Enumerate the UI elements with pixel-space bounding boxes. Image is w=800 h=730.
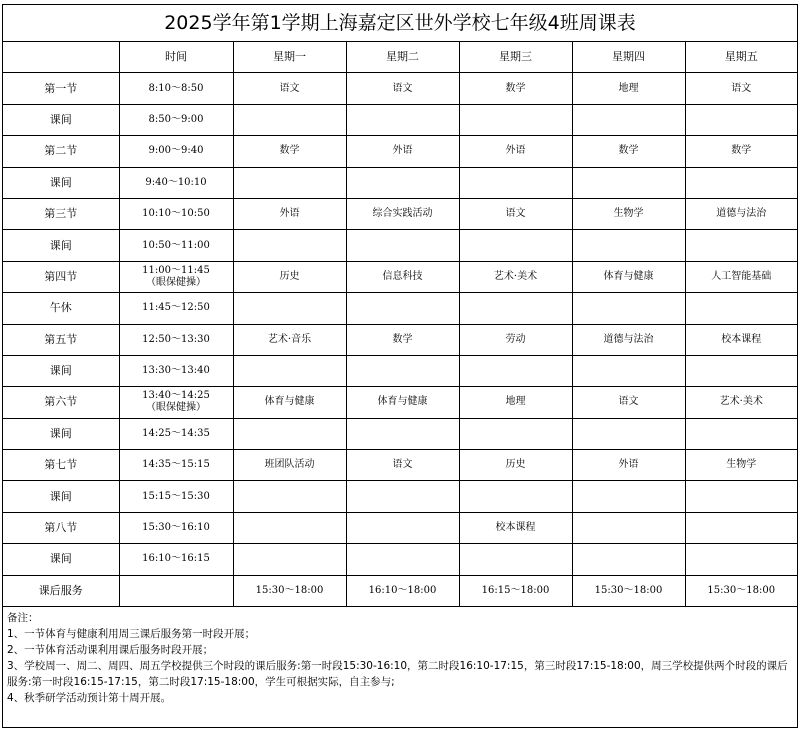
subject-cell: 劳动 [459,324,572,355]
subject-cell [572,104,685,135]
time-cell [119,293,233,324]
table-row [3,418,797,449]
subject-cell [346,355,459,386]
subject-cell: 语文 [459,198,572,229]
subject-cell [233,167,346,198]
subject-cell: 数学 [233,136,346,167]
time-note: （眼保健操） [146,402,206,414]
subject-cell [572,544,685,575]
subject-cell: 数学 [572,136,685,167]
time-range: 13:30～13:40 [142,365,210,377]
subject-cell: 数学 [346,324,459,355]
subject-cell: 道德与法治 [685,198,797,229]
time-range: 11:00～11:45 [142,264,210,276]
header-cell-tue: 星期二 [346,42,459,73]
time-cell [119,450,233,481]
subject-cell [233,230,346,261]
row-label: 课间 [3,230,119,261]
subject-cell [685,355,797,386]
time-cell [119,355,233,386]
time-range: 14:35～15:15 [142,459,210,471]
time-range: 11:45～12:50 [142,302,210,314]
subject-cell: 数学 [685,136,797,167]
subject-cell: 综合实践活动 [346,198,459,229]
page-title: 2025学年第1学期上海嘉定区世外学校七年级4班周课表 [3,5,797,42]
subject-cell: 地理 [572,73,685,104]
header-cell-wed: 星期三 [459,42,572,73]
subject-cell [572,355,685,386]
subject-cell: 语文 [346,73,459,104]
subject-cell: 体育与健康 [233,387,346,418]
timetable [3,42,797,607]
time-cell [119,387,233,418]
subject-cell [685,230,797,261]
subject-cell [346,512,459,543]
header-cell-fri: 星期五 [685,42,797,73]
table-row [3,450,797,481]
subject-cell: 艺术·美术 [685,387,797,418]
row-label: 第六节 [3,387,119,418]
time-cell [119,73,233,104]
row-label: 课间 [3,104,119,135]
time-cell [119,261,233,292]
subject-cell [346,167,459,198]
subject-cell: 外语 [233,198,346,229]
header-cell-blank [3,42,119,73]
subject-cell: 校本课程 [685,324,797,355]
subject-cell [685,167,797,198]
subject-cell: 校本课程 [459,512,572,543]
table-row [3,167,797,198]
note-3: 3、学校周一、周二、周四、周五学校提供三个时段的课后服务:第一时段15:30-16:10，第二时段16:10-17:15，第三时段17:15-18:00，周三学校提供两个时段的课后服务:第一时段16:15-17:15，第二时段17:15-18:00，学生可根据实际，自主参与; [7,660,788,689]
subject-cell [459,230,572,261]
row-label: 课间 [3,481,119,512]
subject-cell [346,418,459,449]
subject-cell [572,481,685,512]
header-cell-mon: 星期一 [233,42,346,73]
time-cell [119,418,233,449]
row-label: 午休 [3,293,119,324]
subject-cell: 外语 [346,136,459,167]
table-row [3,387,797,418]
time-cell [119,481,233,512]
subject-cell [572,167,685,198]
subject-cell: 语文 [685,73,797,104]
subject-cell [346,544,459,575]
subject-cell [346,293,459,324]
subject-cell [459,355,572,386]
header-cell-time: 时间 [119,42,233,73]
time-range: 8:10～8:50 [148,82,204,94]
subject-cell: 语文 [572,387,685,418]
time-range: 13:40～14:25 [142,390,210,402]
table-row [3,104,797,135]
subject-cell: 信息科技 [346,261,459,292]
time-cell [119,198,233,229]
table-row [3,575,797,606]
timetable-body [3,42,797,607]
table-row [3,293,797,324]
subject-cell: 生物学 [685,450,797,481]
subject-cell [685,293,797,324]
table-row [3,512,797,543]
subject-cell [459,104,572,135]
table-row [3,324,797,355]
subject-cell [572,512,685,543]
subject-cell: 16:10～18:00 [346,575,459,606]
subject-cell: 道德与法治 [572,324,685,355]
subject-cell [346,230,459,261]
timetable-sheet [2,4,798,728]
time-range: 10:50～11:00 [142,239,210,251]
subject-cell: 15:30～18:00 [233,575,346,606]
subject-cell [685,481,797,512]
subject-cell: 15:30～18:00 [685,575,797,606]
table-row [3,136,797,167]
note-4: 4、秋季研学活动预计第十周开展。 [7,692,172,705]
subject-cell [233,544,346,575]
subject-cell [459,544,572,575]
subject-cell: 历史 [459,450,572,481]
subject-cell: 班团队活动 [233,450,346,481]
subject-cell [459,167,572,198]
subject-cell [572,293,685,324]
time-cell [119,544,233,575]
time-range: 15:15～15:30 [142,490,210,502]
time-range: 15:30～16:10 [142,522,210,534]
subject-cell: 地理 [459,387,572,418]
row-label: 第七节 [3,450,119,481]
subject-cell: 外语 [572,450,685,481]
subject-cell: 语文 [346,450,459,481]
subject-cell: 数学 [459,73,572,104]
table-row [3,230,797,261]
subject-cell [233,293,346,324]
row-label: 第八节 [3,512,119,543]
row-label: 第五节 [3,324,119,355]
row-label: 课间 [3,544,119,575]
subject-cell [572,230,685,261]
row-label: 第四节 [3,261,119,292]
row-label: 课后服务 [3,575,119,606]
time-cell [119,104,233,135]
time-range: 8:50～9:00 [148,113,204,125]
subject-cell: 15:30～18:00 [572,575,685,606]
subject-cell [233,512,346,543]
header-cell-thu: 星期四 [572,42,685,73]
table-row [3,355,797,386]
time-range: 16:10～16:15 [142,553,210,565]
time-cell [119,230,233,261]
subject-cell [459,481,572,512]
time-range: 12:50～13:30 [142,333,210,345]
row-label: 课间 [3,355,119,386]
table-row [3,73,797,104]
subject-cell: 外语 [459,136,572,167]
table-row [3,261,797,292]
table-row [3,481,797,512]
time-range: 9:00～9:40 [148,145,204,157]
subject-cell: 人工智能基础 [685,261,797,292]
subject-cell [459,418,572,449]
time-cell [119,167,233,198]
time-range: 14:25～14:35 [142,427,210,439]
subject-cell: 艺术·美术 [459,261,572,292]
subject-cell: 生物学 [572,198,685,229]
subject-cell [685,544,797,575]
subject-cell: 艺术·音乐 [233,324,346,355]
subject-cell: 16:15～18:00 [459,575,572,606]
subject-cell [233,418,346,449]
subject-cell [685,418,797,449]
subject-cell [233,104,346,135]
subject-cell [233,481,346,512]
subject-cell [459,293,572,324]
time-cell [119,512,233,543]
time-cell [119,324,233,355]
time-range: 9:40～10:10 [145,176,207,188]
row-label: 第一节 [3,73,119,104]
subject-cell [346,104,459,135]
table-row [3,198,797,229]
row-label: 课间 [3,418,119,449]
row-label: 第二节 [3,136,119,167]
subject-cell [233,355,346,386]
time-cell [119,575,233,606]
time-note: （眼保健操） [146,276,206,288]
time-range: 10:10～10:50 [142,208,210,220]
subject-cell [572,418,685,449]
row-label: 第三节 [3,198,119,229]
table-row [3,544,797,575]
subject-cell [346,481,459,512]
note-2: 2、一节体育活动课利用课后服务时段开展； [7,644,214,657]
subject-cell [685,512,797,543]
subject-cell: 体育与健康 [572,261,685,292]
row-label: 课间 [3,167,119,198]
subject-cell: 语文 [233,73,346,104]
notes-heading: 备注： [7,612,39,625]
note-1: 1、一节体育与健康利用周三课后服务第一时段开展； [7,628,256,641]
time-cell [119,136,233,167]
notes-section [3,607,797,727]
subject-cell [685,104,797,135]
subject-cell: 体育与健康 [346,387,459,418]
header-row [3,42,797,73]
subject-cell: 历史 [233,261,346,292]
